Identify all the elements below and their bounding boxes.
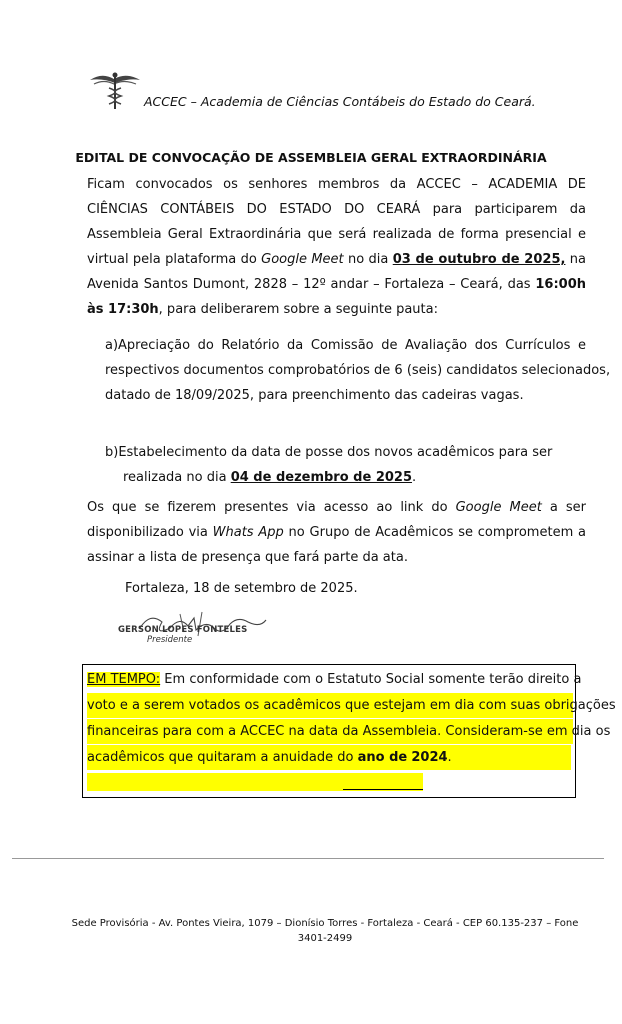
item-b-line-1: b)Estabelecimento da data de posse dos novos acadêmicos para ser (105, 445, 553, 460)
notice-underline (343, 789, 423, 790)
intro-line-6: às 17:30h, para deliberarem sobre a seguinte pauta: (87, 302, 438, 317)
footer-line-2: 3401-2499 (297, 933, 353, 944)
meeting-date: 03 de outubro de 2025, (392, 252, 566, 267)
caduceus-logo-icon (88, 70, 142, 110)
intro-line-3: Assembleia Geral Extraordinária que será realizada de forma presencial e (87, 227, 586, 242)
google-meet-text: Google Meet (261, 252, 344, 267)
footer-divider (12, 858, 604, 859)
intro-line-2: CIÊNCIAS CONTÁBEIS DO ESTADO DO CEARÁ para participarem da (87, 202, 586, 217)
item-a-line-2: respectivos documentos comprobatórios de 6 (seis) candidatos selecionados, (105, 363, 611, 378)
agenda-item-b (105, 440, 586, 490)
intro-line-4: virtual pela plataforma do Google Meet no dia 03 de outubro de 2025, na (87, 252, 586, 267)
closing-line-2: disponibilizado via Whats App no Grupo de Acadêmicos se comprometem a (87, 525, 586, 540)
intro-line-5: Avenida Santos Dumont, 2828 – 12º andar – Fortaleza – Ceará, das 16:00h (87, 277, 586, 292)
inauguration-date: 04 de dezembro de 2025 (230, 470, 413, 485)
document-title: EDITAL DE CONVOCAÇÃO DE ASSEMBLEIA GERAL EXTRAORDINÁRIA (75, 150, 547, 165)
footer-address (60, 916, 590, 946)
item-a-line-3: datado de 18/09/2025, para preenchimento das cadeiras vagas. (105, 388, 524, 403)
notice-label: EM TEMPO: (87, 672, 161, 687)
notice-line-1: EM TEMPO: Em conformidade com o Estatuto Social somente terão direito a (87, 672, 582, 687)
notice-line-4: acadêmicos que quitaram a anuidade do ano de 2024. (87, 745, 573, 770)
agenda-item-a (105, 333, 611, 408)
end-time: às 17:30h (87, 302, 159, 317)
intro-paragraph (87, 172, 586, 322)
org-header-line: ACCEC – Academia de Ciências Contábeis do Estado do Ceará. (144, 94, 536, 109)
item-a-line-1: a)Apreciação do Relatório da Comissão de Avaliação dos Currículos e (105, 338, 586, 353)
notice-line-3: financeiras para com a ACCEC na data da Assembleia. Consideram-se em dia os (87, 719, 573, 744)
item-b-line-2: realizada no dia 04 de dezembro de 2025. (123, 470, 417, 485)
place-date: Fortaleza, 18 de setembro de 2025. (125, 581, 358, 596)
closing-line-1: Os que se fizerem presentes via acesso ao link do Google Meet a ser (87, 500, 586, 515)
closing-paragraph (87, 495, 586, 570)
closing-line-3: assinar a lista de presença que fará parte da ata. (87, 550, 408, 565)
notice-box (82, 664, 616, 798)
footer-line-1: Sede Provisória - Av. Pontes Vieira, 1079 – Dionísio Torres - Fortaleza - Ceará - CEP 60.135-237 – Fone (71, 918, 579, 929)
intro-line-1: Ficam convocados os senhores membros da ACCEC – ACADEMIA DE (87, 177, 586, 192)
signer-name: GERSON LOPES FONTELES (118, 625, 248, 635)
notice-line-2: voto e a serem votados os acadêmicos que estejam em dia com suas obrigações (87, 693, 573, 718)
start-time: 16:00h (535, 277, 586, 292)
signature-block (110, 606, 280, 654)
signer-role: Presidente (147, 635, 193, 645)
whatsapp-text: Whats App (212, 525, 284, 540)
